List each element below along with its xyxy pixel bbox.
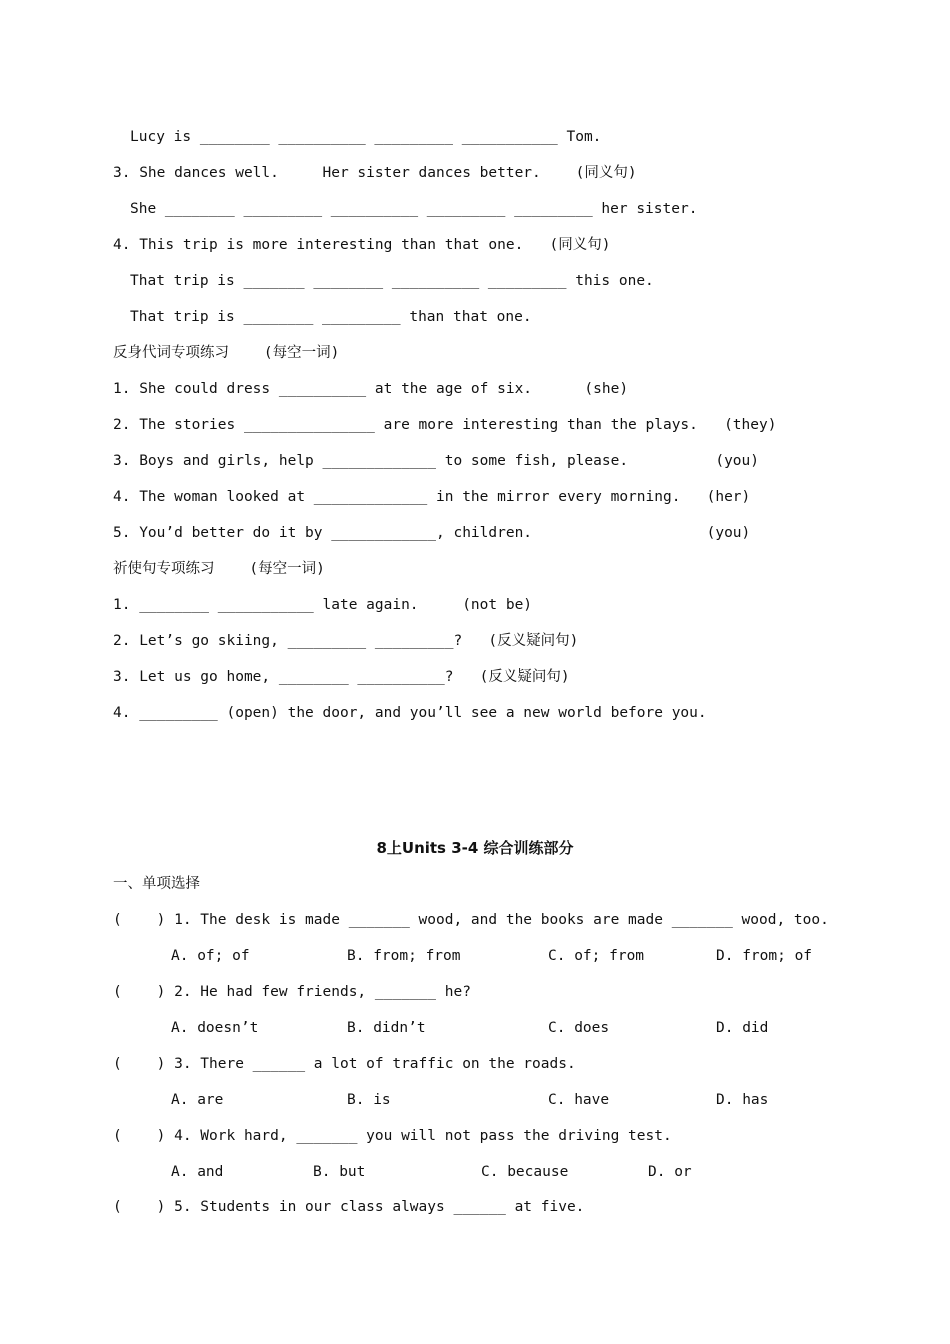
reflexive-item: 4. The woman looked at _____________ in the mirror every morning. (her) [113, 489, 751, 505]
reflexive-heading: 反身代词专项练习 (每空一词) [113, 345, 340, 361]
option-a: A. are [171, 1092, 224, 1108]
rewrite-question-3: 3. She dances well. Her sister dances better. (同义句) [113, 165, 637, 181]
rewrite-question-4-answer-b: That trip is ________ _________ than that one. [130, 309, 532, 325]
option-b: B. is [347, 1092, 391, 1108]
option-b: B. didn’t [347, 1020, 426, 1036]
question-stem: ( ) 4. Work hard, _______ you will not pass the driving test. [113, 1128, 672, 1144]
rewrite-lucy-line: Lucy is ________ __________ _________ ___________ Tom. [130, 129, 602, 145]
question-stem: ( ) 1. The desk is made _______ wood, and the books are made _______ wood, too. [113, 912, 829, 928]
rewrite-question-4-answer-a: That trip is _______ ________ __________ _________ this one. [130, 273, 654, 289]
rewrite-question-4: 4. This trip is more interesting than that one. (同义句) [113, 237, 611, 253]
option-b: B. from; from [347, 948, 461, 964]
option-c: C. does [548, 1020, 610, 1036]
part-one-heading: 一、单项选择 [113, 876, 200, 892]
reflexive-item: 2. The stories _______________ are more interesting than the plays. (they) [113, 417, 777, 433]
reflexive-item: 5. You’d better do it by ____________, children. (you) [113, 525, 751, 541]
imperative-item: 3. Let us go home, ________ __________? (反义疑问句) [113, 669, 570, 685]
question-stem: ( ) 5. Students in our class always ______ at five. [113, 1199, 585, 1215]
question-stem: ( ) 2. He had few friends, _______ he? [113, 984, 471, 1000]
option-b: B. but [313, 1164, 366, 1180]
imperative-heading: 祈使句专项练习 (每空一词) [113, 561, 325, 577]
option-c: C. have [548, 1092, 610, 1108]
option-a: A. doesn’t [171, 1020, 259, 1036]
option-d: D. from; of [716, 948, 813, 964]
option-d: D. has [716, 1092, 769, 1108]
question-stem: ( ) 3. There ______ a lot of traffic on the roads. [113, 1056, 576, 1072]
option-c: C. because [481, 1164, 569, 1180]
option-a: A. of; of [171, 948, 250, 964]
imperative-item: 4. _________ (open) the door, and you’ll see a new world before you. [113, 705, 707, 721]
option-a: A. and [171, 1164, 224, 1180]
section-title: 8上Units 3-4 综合训练部分 [376, 839, 574, 857]
option-d: D. or [648, 1164, 692, 1180]
rewrite-question-3-answer: She ________ _________ __________ _________ _________ her sister. [130, 201, 698, 217]
reflexive-item: 1. She could dress __________ at the age of six. (she) [113, 381, 629, 397]
reflexive-item: 3. Boys and girls, help _____________ to some fish, please. (you) [113, 453, 760, 469]
option-d: D. did [716, 1020, 769, 1036]
imperative-item: 2. Let’s go skiing, _________ _________? (反义疑问句) [113, 633, 579, 649]
option-c: C. of; from [548, 948, 645, 964]
imperative-item: 1. ________ ___________ late again. (not be) [113, 597, 533, 613]
